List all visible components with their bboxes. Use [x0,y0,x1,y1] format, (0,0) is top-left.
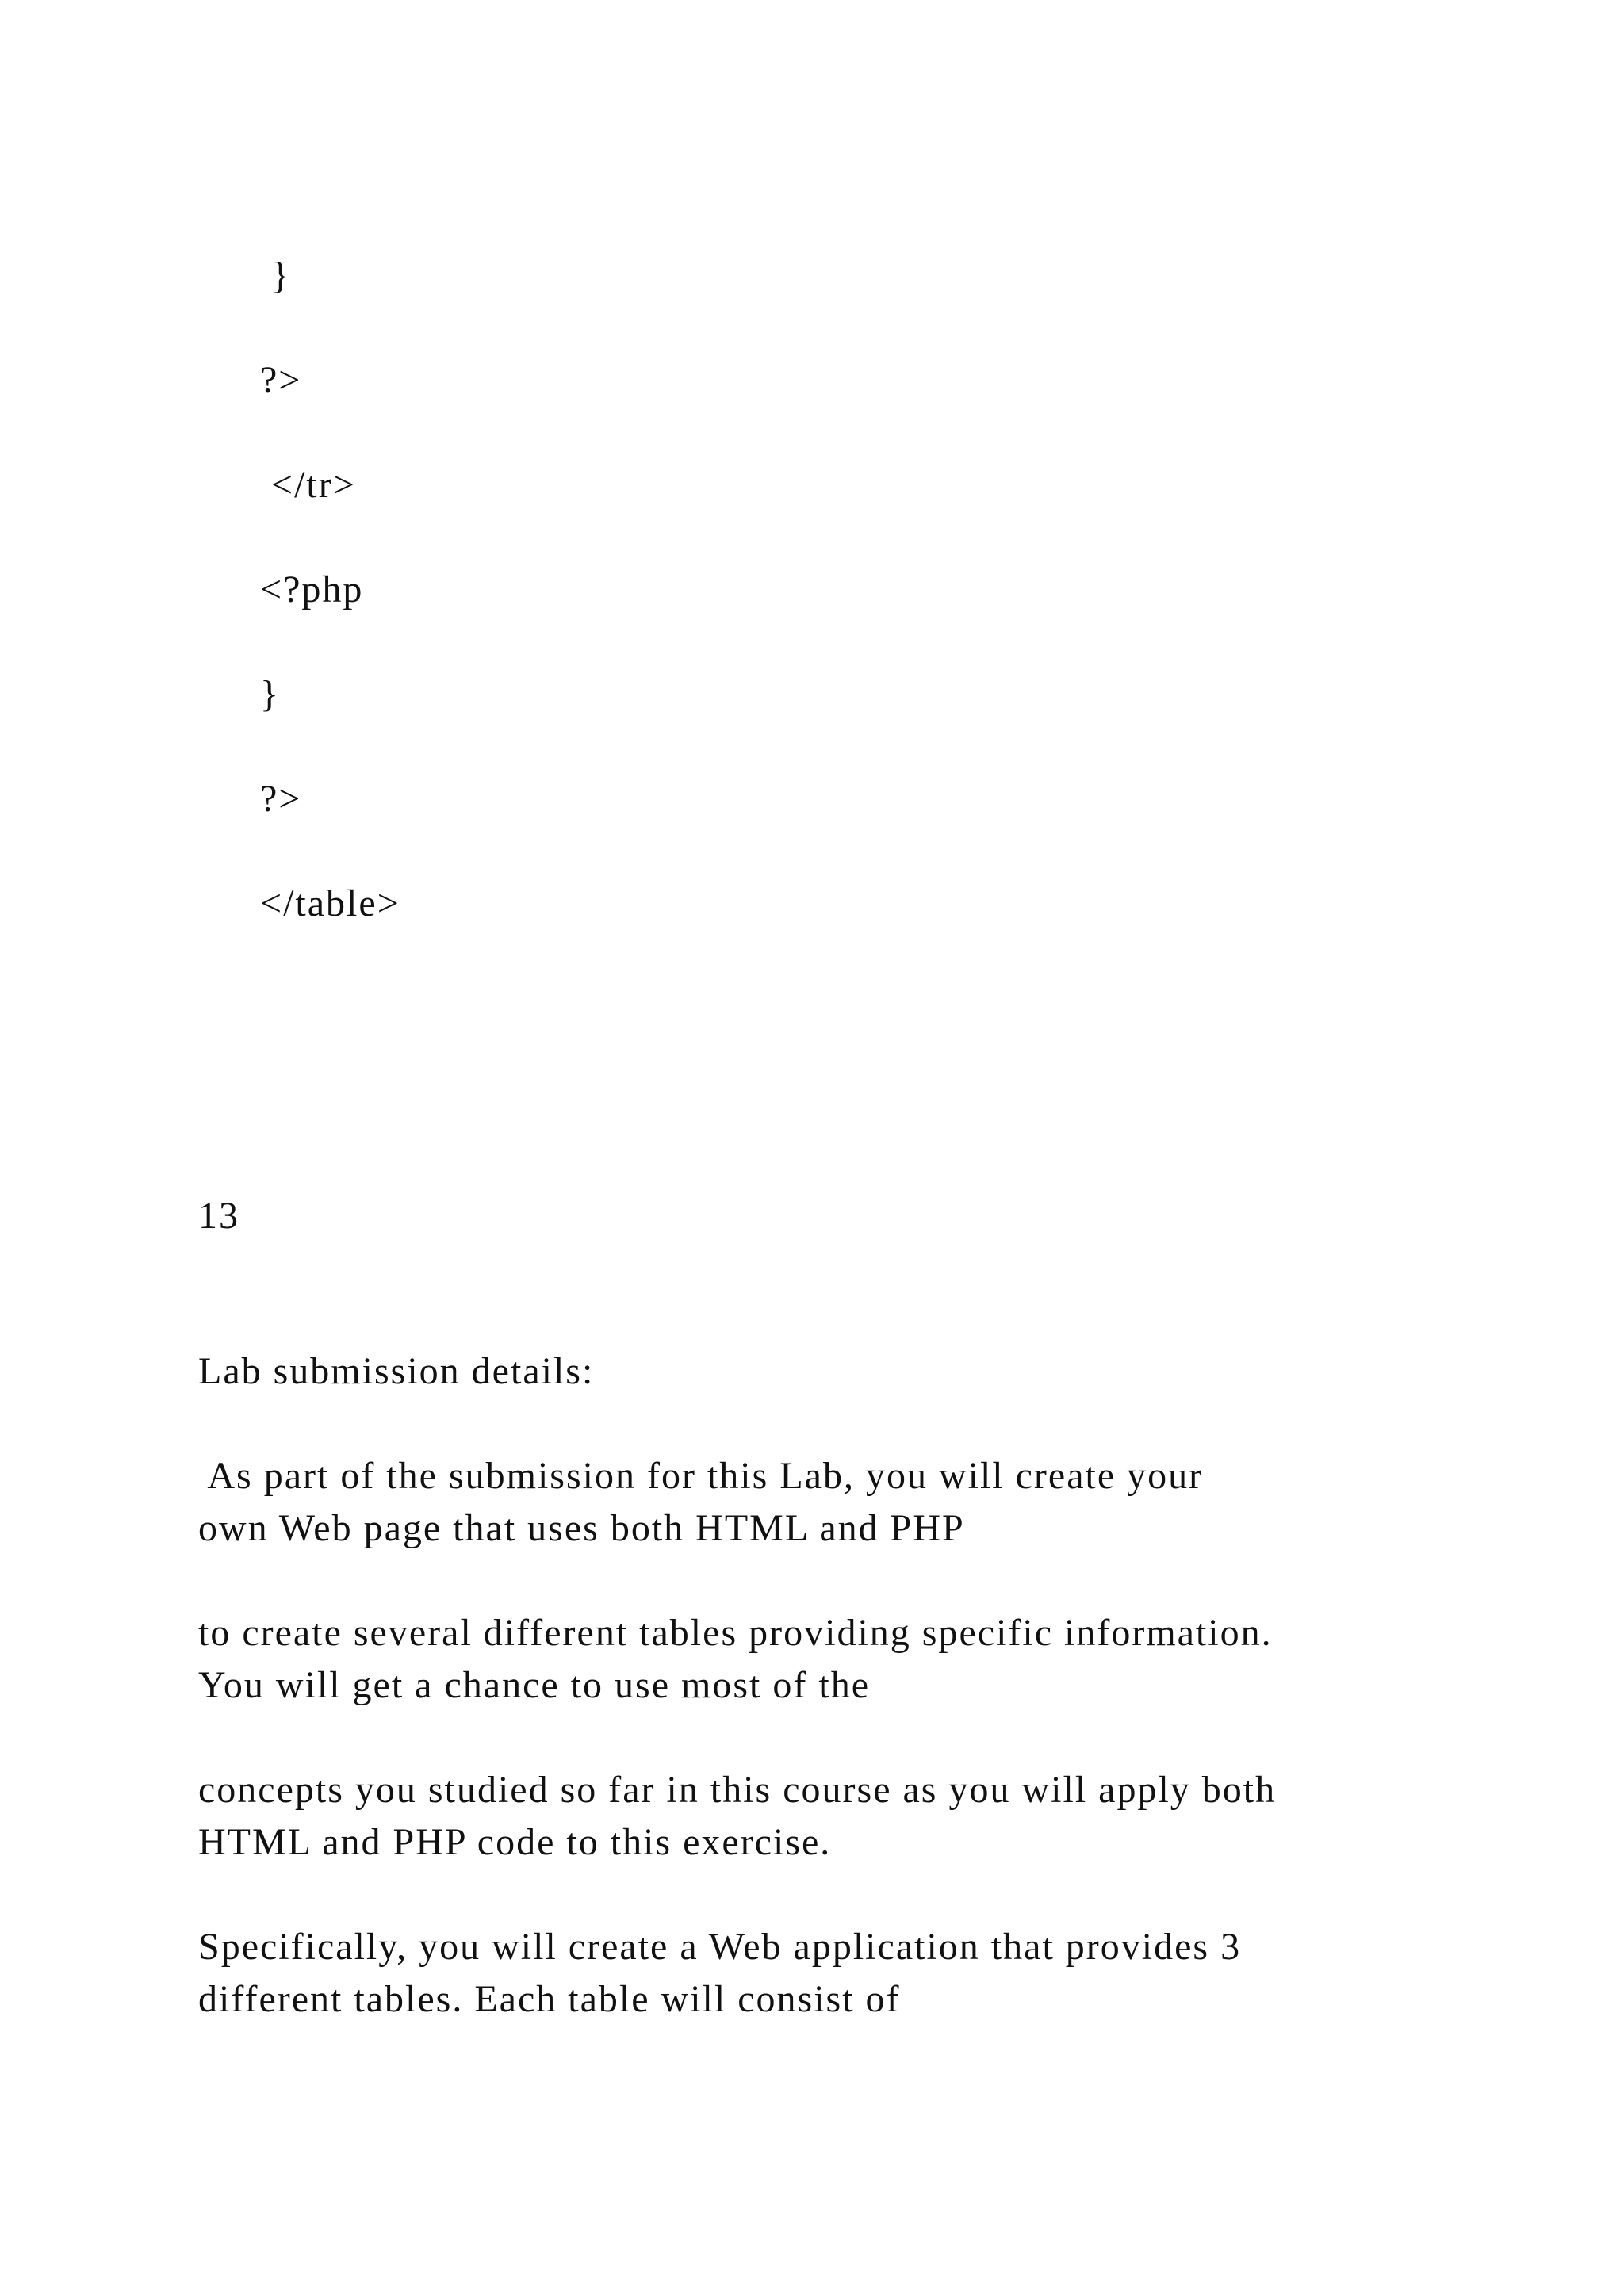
code-line-table-close: </table> [260,882,400,924]
paragraph-2-line-2: You will get a chance to use most of the [198,1664,870,1706]
code-line-php-close: ?> [260,359,302,401]
code-line-php-open: <?php [260,568,364,610]
paragraph-4-line-2: different tables. Each table will consist of [198,1978,901,2020]
page-number: 13 [198,1195,239,1237]
section-heading: Lab submission details: [198,1350,595,1392]
paragraph-3-line-1: concepts you studied so far in this course as you will apply both [198,1769,1277,1811]
paragraph-4-line-1: Specifically, you will create a Web application that provides 3 [198,1926,1242,1968]
code-line-php-close: ?> [260,778,302,820]
code-line-closing-brace: } [260,254,292,297]
paragraph-3-line-2: HTML and PHP code to this exercise. [198,1821,832,1863]
paragraph-2-line-1: to create several different tables providing specific information. [198,1612,1273,1654]
code-line-tr-close: </tr> [260,464,356,506]
paragraph-1-line-2: own Web page that uses both HTML and PHP [198,1507,965,1549]
code-line-closing-brace: } [260,673,281,715]
paragraph-1-line-1: As part of the submission for this Lab, you will create your [198,1455,1204,1497]
